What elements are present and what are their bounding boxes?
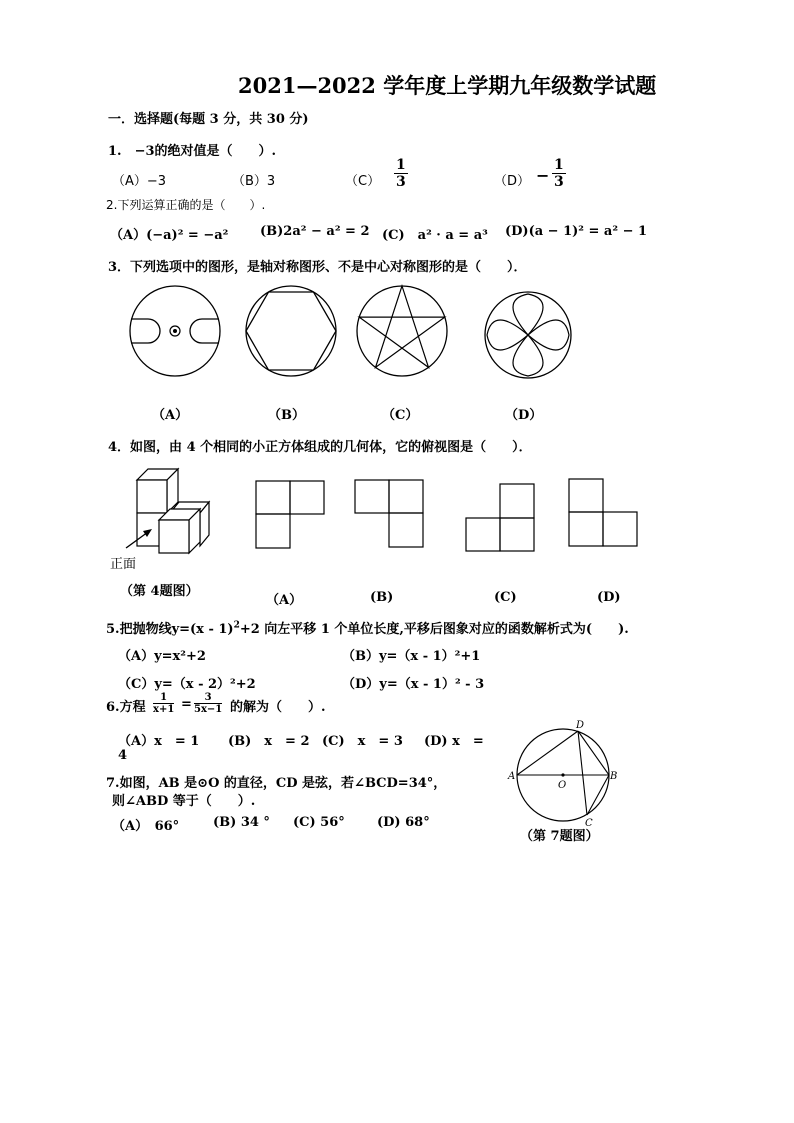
q5-stem-exponent: 2 [233, 620, 240, 631]
q6-f1-denominator: x+1 [153, 704, 175, 715]
q1-option-b: （B）3 [232, 174, 276, 189]
q7-caption: （第 7题图） [520, 829, 599, 844]
q5-option-c: （C）y=（x - 2）²+2 [118, 677, 256, 692]
q7-point-c: C [585, 818, 593, 829]
q2-option-b: (B)2a² − a² = 2 [260, 224, 370, 239]
q7-option-a: （A） 66° [112, 819, 180, 834]
q3-label-b: （B） [268, 408, 305, 423]
q4-stem: 4．如图，由 4 个相同的小正方体组成的几何体，它的俯视图是（ ）． [108, 440, 532, 455]
q5-option-b: （B）y=（x - 1）²+1 [342, 649, 481, 664]
section-heading: 一．选择题(每题 3 分，共 30 分) [108, 112, 309, 127]
q4-label-b: (B) [370, 590, 394, 605]
page-title: 2021—2022 学年度上学期九年级数学试题 [238, 73, 657, 98]
q7-point-b: B [610, 771, 618, 782]
q6-stem-prefix: 6.方程 [106, 700, 146, 715]
q2-option-c: (C) a² · a = a³ [382, 228, 488, 243]
q1-c-denominator: 3 [396, 174, 406, 190]
q3-stem: 3．下列选项中的图形，是轴对称图形、不是中心对称图形的是（ ）． [108, 260, 527, 275]
q3-label-a: （A） [152, 408, 189, 423]
q2-option-a: （A）(−a)² = −a² [110, 228, 229, 243]
q3-label-d: （D） [505, 408, 543, 423]
q5-option-d: （D）y=（x - 1）² - 3 [342, 677, 485, 692]
q1-option-d-sign: − [536, 166, 550, 185]
q1-d-denominator: 3 [554, 174, 564, 190]
q6-option-a: （A）x = 1 [118, 734, 200, 749]
q1-option-c-label: （C） [345, 174, 381, 189]
q2-option-d: (D)(a − 1)² = a² − 1 [505, 224, 648, 239]
q4-caption: （第 4题图） [120, 584, 199, 599]
q6-option-d-value: 4 [118, 748, 128, 763]
q3-label-c: （C） [382, 408, 419, 423]
q7-option-d: (D) 68° [377, 815, 430, 830]
q7-point-o: O [558, 780, 567, 791]
q6-stem-suffix: 的解为（ ）. [230, 700, 326, 715]
q5-stem-part1: 5.把抛物线y=(x - 1) [106, 622, 234, 637]
q4-label-a: （A） [266, 593, 303, 608]
q6-f1-numerator: 1 [153, 692, 174, 704]
q1-c-numerator: 1 [396, 157, 406, 173]
q7-option-c: (C) 56° [293, 815, 345, 830]
q7-point-d: D [576, 720, 585, 731]
q6-equals: = [181, 697, 192, 712]
q4-front-label: 正面 [110, 557, 137, 572]
q2-stem: 2.下列运算正确的是（ ）. [106, 198, 266, 212]
q1-option-a: （A）−3 [112, 174, 167, 189]
q7-stem-line1: 7.如图，AB 是⊙O 的直径，CD 是弦，若∠BCD=34°， [106, 776, 447, 791]
q6-option-c: (C) x = 3 [322, 734, 403, 749]
q4-label-c: (C) [494, 590, 517, 605]
q1-option-d-label: （D） [494, 174, 531, 189]
q4-label-d: (D) [597, 590, 621, 605]
q6-option-d: (D) x = [424, 734, 484, 749]
q6-f2-numerator: 3 [194, 692, 222, 704]
q6-f2-denominator: 5x−1 [194, 704, 223, 715]
q1-stem: 1. −3的绝对值是（ ）. [108, 144, 277, 159]
q7-point-a: A [508, 771, 516, 782]
q7-stem-line2: 则∠ABD 等于（ ）. [112, 794, 256, 809]
q6-option-b: (B) x = 2 [228, 734, 310, 749]
q1-d-numerator: 1 [554, 157, 564, 173]
q5-stem-part2: +2 向左平移 1 个单位长度,平移后图象对应的函数解析式为( ). [239, 622, 629, 637]
q5-option-a: （A）y=x²+2 [118, 649, 206, 664]
q7-option-b: (B) 34 ° [213, 815, 270, 830]
